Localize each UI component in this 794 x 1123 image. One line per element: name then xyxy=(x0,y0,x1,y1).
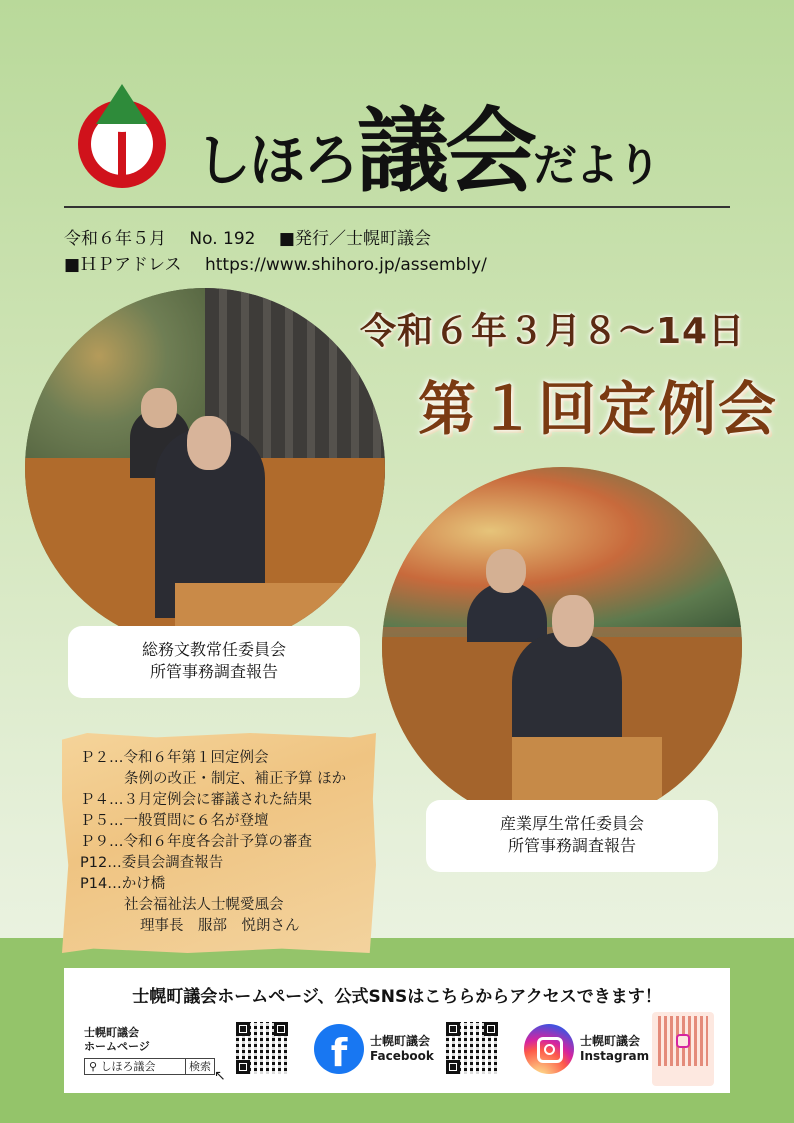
photo1-caption xyxy=(68,626,360,698)
instagram-label-line2: Instagram xyxy=(580,1049,650,1063)
issue-number: No. 192 xyxy=(189,229,256,249)
photo1-caption-line2: 所管事務調査報告 xyxy=(149,662,278,681)
toc-item: 理事長 服部 悦朗さん xyxy=(140,918,300,934)
header-divider xyxy=(64,206,730,208)
facebook-label-line2: Facebook xyxy=(370,1049,434,1063)
homepage-url[interactable]: https://www.shihoro.jp/assembly/ xyxy=(204,255,487,275)
masthead-title xyxy=(195,88,660,205)
sns-access-panel xyxy=(64,968,730,1093)
homepage-label-block xyxy=(84,1026,150,1054)
toc-item: Ｐ９…令和６年度各会計予算の審査 xyxy=(80,834,312,850)
homepage-info xyxy=(64,250,487,275)
facebook-label-line1: 士幌町議会 xyxy=(370,1034,431,1048)
issue-info xyxy=(64,224,449,249)
toc-item: P14…かけ橋 xyxy=(80,876,166,892)
toc-item: 社会福祉法人士幌愛風会 xyxy=(124,897,284,913)
photo2-caption-line2: 所管事務調査報告 xyxy=(507,836,636,855)
toc-item: Ｐ４…３月定例会に審議された結果 xyxy=(80,792,312,808)
homepage-label: ■ＨＰアドレス xyxy=(64,255,182,275)
toc-item: Ｐ５…一般質問に６名が登壇 xyxy=(80,813,269,829)
search-button[interactable]: 検索 xyxy=(185,1058,215,1075)
meeting-title: 第１回定例会 xyxy=(418,375,779,443)
instagram-label xyxy=(580,1034,649,1064)
homepage-label-line2: ホームページ xyxy=(84,1040,150,1053)
instagram-label-line1: 士幌町議会 xyxy=(580,1034,641,1048)
toc-item: P12…委員会調査報告 xyxy=(80,855,224,871)
issue-date: 令和６年５月 xyxy=(64,229,166,249)
search-icon: ⚲ xyxy=(89,1060,98,1073)
photo2-caption-line1: 産業厚生常任委員会 xyxy=(499,814,644,833)
photo2-caption xyxy=(426,800,718,872)
photo-sangyo-committee xyxy=(382,467,742,827)
facebook-label xyxy=(370,1034,434,1064)
photo1-caption-line1: 総務文教常任委員会 xyxy=(141,640,286,659)
instagram-qr-code[interactable] xyxy=(652,1012,714,1086)
masthead-title-part2: 議会 xyxy=(357,98,534,205)
meeting-dates: 令和６年３月８～14日 xyxy=(360,311,746,352)
masthead-title-part3: だより xyxy=(533,140,660,191)
homepage-qr-code[interactable] xyxy=(236,1022,288,1074)
sns-heading: 士幌町議会ホームページ、公式SNSはこちらからアクセスできます！ xyxy=(132,987,662,1007)
pointer-cursor-icon: ↖ xyxy=(214,1068,226,1084)
toc-item: Ｐ２…令和６年第１回定例会 xyxy=(80,750,269,766)
facebook-icon[interactable]: f xyxy=(314,1024,364,1074)
toc-item: 条例の改正・制定、補正予算 ほか xyxy=(124,771,347,787)
table-of-contents xyxy=(80,748,380,937)
issue-publisher: ■発行／士幌町議会 xyxy=(278,229,431,249)
instagram-icon[interactable] xyxy=(524,1024,574,1074)
photo-soumu-committee xyxy=(25,288,385,648)
facebook-qr-code[interactable] xyxy=(446,1022,498,1074)
shihoro-logo-icon xyxy=(72,82,174,190)
search-value: しほろ議会 xyxy=(100,1060,156,1073)
masthead-title-part1: しほろ xyxy=(195,129,357,194)
homepage-label-line1: 士幌町議会 xyxy=(84,1026,139,1039)
